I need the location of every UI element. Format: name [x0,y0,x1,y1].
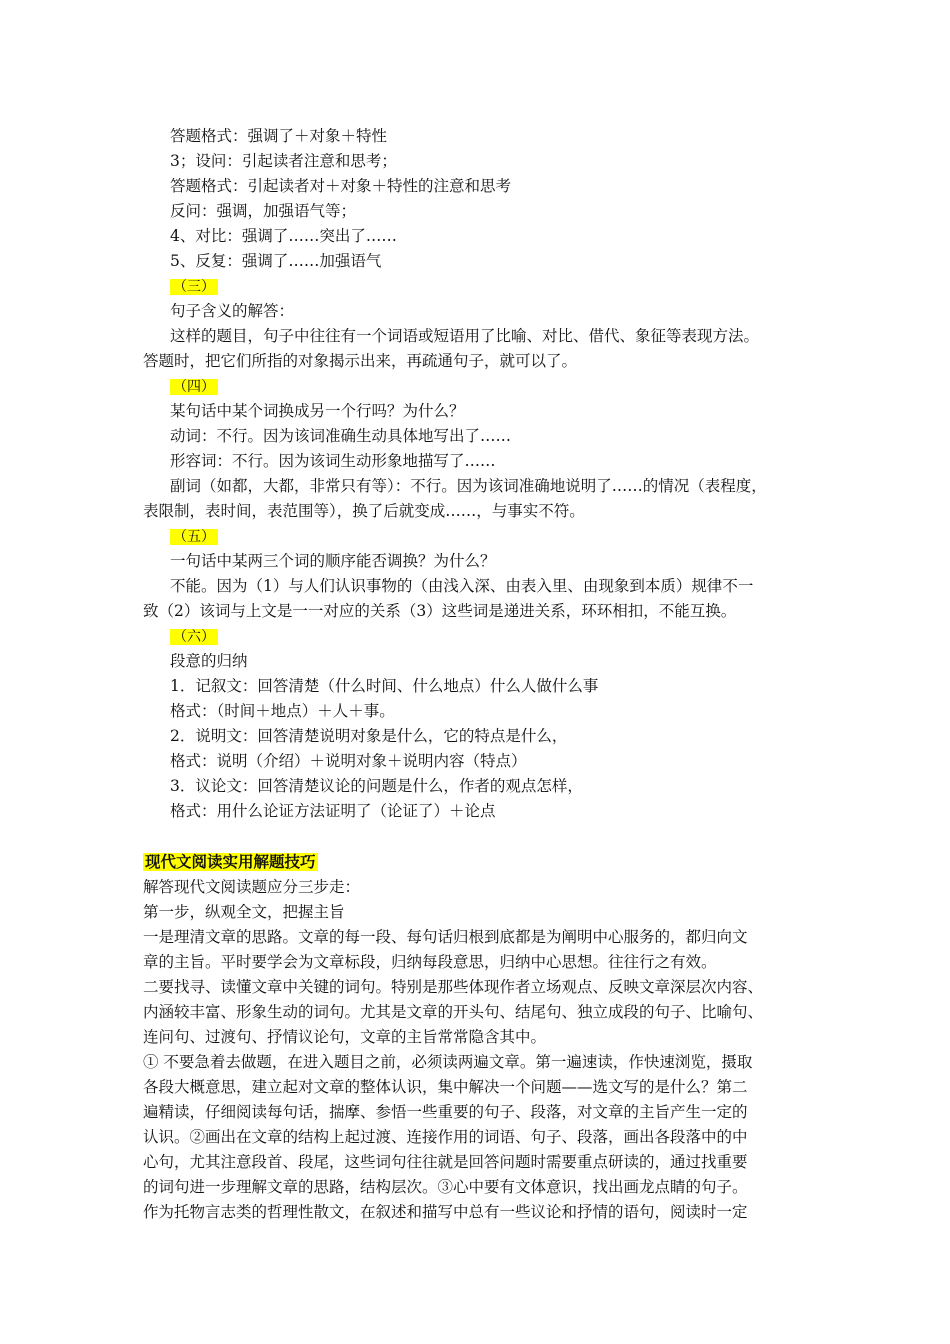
text-line: 答题时，把它们所指的对象揭示出来，再疏通句子，就可以了。 [143,352,578,370]
section-title: 某句话中某个词换成另一个行吗？为什么？ [170,402,465,420]
text-line: 这样的题目，句子中往往有一个词语或短语用了比喻、对比、借代、象征等表现方法。 [170,327,760,345]
text-line: 的词句进一步理解文章的思路，结构层次。③心中要有文体意识，找出画龙点睛的句子。 [143,1178,748,1196]
section-title: 句子含义的解答： [170,302,295,320]
section-marker [170,276,218,297]
highlight: （六） [170,629,218,645]
text-line: 连问句、过渡句、抒情议论句，文章的主旨常常隐含其中。 [143,1028,547,1046]
text-line: 内涵较丰富、形象生动的词句。尤其是文章的开头句、结尾句、独立成段的句子、比喻句、 [143,1003,764,1021]
highlight: （四） [170,379,218,395]
text-line: ① 不要急着去做题，在进入题目之前，必须读两遍文章。第一遍速读，作快速浏览，摄取 [143,1053,753,1071]
text-line: 解答现代文阅读题应分三步走： [143,878,361,896]
text-line: 不能。因为（1）与人们认识事物的（由浅入深、由表入里、由现象到本质）规律不一 [170,577,754,595]
text-line: 格式：用什么论证方法证明了（论证了）＋论点 [170,802,496,820]
text-line: 3．议论文：回答清楚议论的问题是什么，作者的观点怎样， [170,777,583,795]
text-line: 副词（如都，大都，非常只有等）：不行。因为该词准确地说明了……的情况（表程度， [170,477,767,495]
section-title: 一句话中某两三个词的顺序能否调换？为什么？ [170,552,496,570]
text-line: 形容词：不行。因为该词生动形象地描写了…… [170,452,496,470]
text-line: 格式：说明（介绍）＋说明对象＋说明内容（特点） [170,752,527,770]
text-line: 章的主旨。平时要学会为文章标段，归纳每段意思，归纳中心思想。往往行之有效。 [143,953,717,971]
text-line: 答题格式：引起读者对＋对象＋特性的注意和思考 [170,177,512,195]
section-heading [143,852,318,872]
text-line: 5、反复：强调了……加强语气 [170,252,382,270]
text-line: 反问：强调，加强语气等； [170,202,357,220]
section-marker [170,626,218,647]
text-line: 1．记叙文：回答清楚（什么时间、什么地点）什么人做什么事 [170,677,599,695]
text-line: 第一步，纵观全文，把握主旨 [143,903,345,921]
text-line: 动词：不行。因为该词准确生动具体地写出了…… [170,427,512,445]
text-line: 答题格式：强调了＋对象＋特性 [170,127,388,145]
text-line: 认识。②画出在文章的结构上起过渡、连接作用的词语、句子、段落，画出各段落中的中 [143,1128,748,1146]
heading-highlight: 现代文阅读实用解题技巧 [145,853,316,871]
text-line: 致（2）该词与上文是一一对应的关系（3）这些词是递进关系，环环相扣，不能互换。 [143,602,737,620]
highlight: （三） [170,279,218,295]
section-marker [170,526,218,547]
text-line: 二要找寻、读懂文章中关键的词句。特别是那些体现作者立场观点、反映文章深层次内容、 [143,978,764,996]
text-line: 遍精读，仔细阅读每句话，揣摩、参悟一些重要的句子、段落，对文章的主旨产生一定的 [143,1103,748,1121]
text-line: 表限制，表时间，表范围等），换了后就变成……，与事实不符。 [143,502,585,520]
highlight: （五） [170,529,218,545]
section-marker [170,376,218,397]
text-line: 格式：（时间＋地点）＋人＋事。 [170,702,395,720]
text-line: 各段大概意思，建立起对文章的整体认识，集中解决一个问题——选文写的是什么？第二 [143,1078,748,1096]
section-title: 段意的归纳 [170,652,248,670]
text-line: 4、对比：强调了……突出了…… [170,227,397,245]
text-line: 心句，尤其注意段首、段尾，这些词句往往就是回答问题时需要重点研读的，通过找重要 [143,1153,748,1171]
text-line: 作为托物言志类的哲理性散文，在叙述和描写中总有一些议论和抒情的语句，阅读时一定 [143,1203,748,1221]
text-line: 3；设问：引起读者注意和思考； [170,152,397,170]
text-line: 2．说明文：回答清楚说明对象是什么，它的特点是什么， [170,727,568,745]
text-line: 一是理清文章的思路。文章的每一段、每句话归根到底都是为阐明中心服务的，都归向文 [143,928,748,946]
